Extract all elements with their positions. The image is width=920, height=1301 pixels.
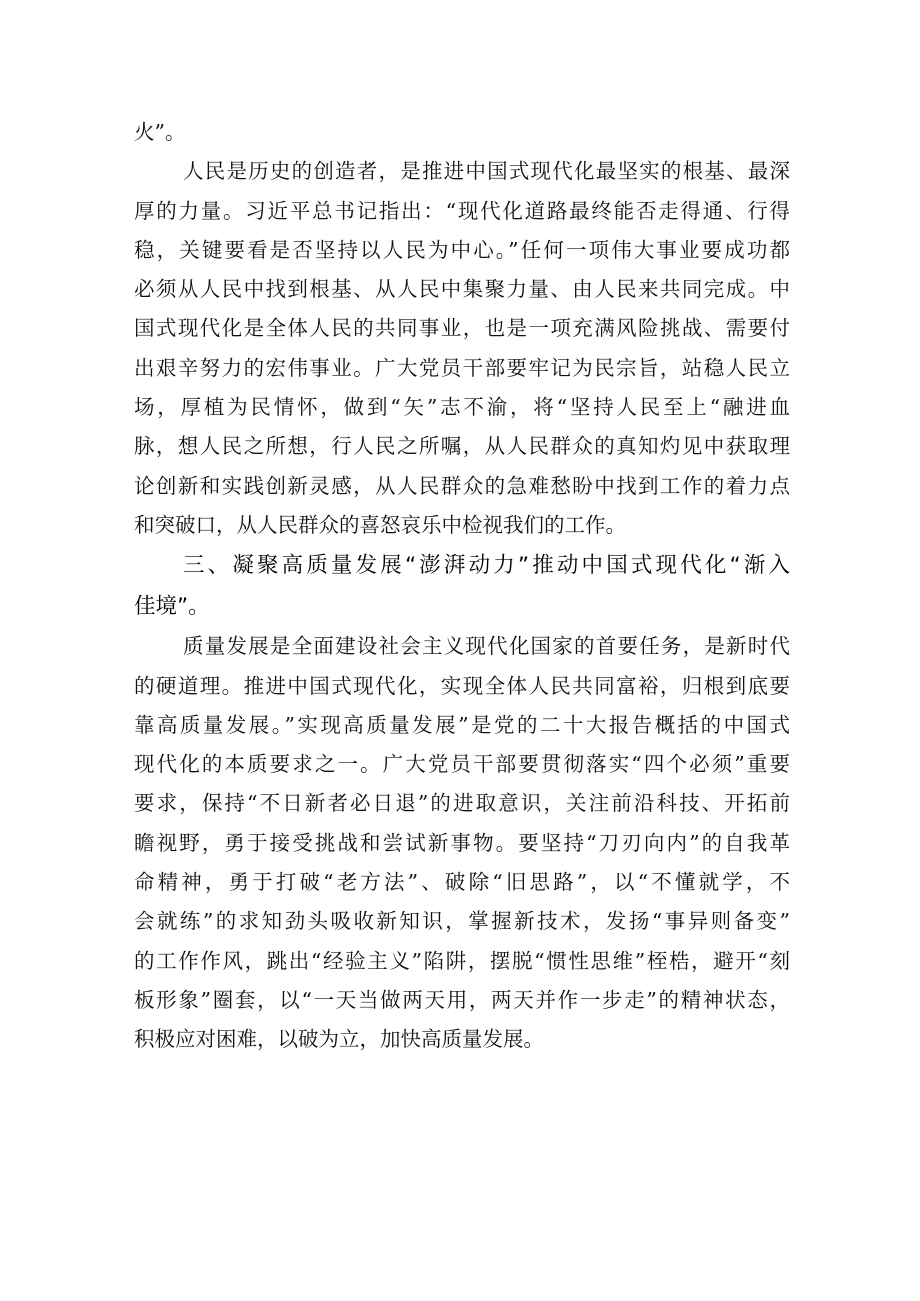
document-body — [134, 113, 790, 1060]
text-line: 国式现代化是全体人民的共同事业，也是一项充满风险挑战、需要付 — [134, 316, 790, 341]
text-line: 脉，想人民之所想，行人民之所嘱，从人民群众的真知灼见中获取理 — [134, 434, 790, 459]
text-line: 出艰辛努力的宏伟事业。广大党员干部要牢记为民宗旨，站稳人民立 — [134, 355, 790, 380]
section-heading — [134, 545, 790, 627]
text-line: 论创新和实践创新灵感，从人民群众的急难愁盼中找到工作的着力点 — [134, 473, 790, 498]
text-line: 的硬道理。推进中国式现代化，实现全体人民共同富裕，归根到底要 — [134, 673, 790, 698]
paragraph-people — [134, 152, 790, 545]
text-line: 质量发展是全面建设社会主义现代化国家的首要任务，是新时代 — [183, 634, 790, 659]
text-line: 要求，保持“不日新者必日退”的进取意识，关注前沿科技、开拓前 — [134, 791, 790, 816]
continuation-text — [134, 113, 790, 152]
text-line: 场，厚植为民情怀，做到“矢”志不渝，将“坚持人民至上“融进血 — [134, 395, 790, 420]
heading-line: 佳境”。 — [134, 594, 210, 620]
text-line: 瞻视野，勇于接受挑战和尝试新事物。要坚持“刀刃向内”的自我革 — [134, 830, 790, 855]
heading-line: 三、凝聚高质量发展“澎湃动力”推动中国式现代化“渐入 — [183, 553, 790, 579]
text-line: 火”。 — [134, 120, 186, 144]
text-line: 积极应对困难，以破为立，加快高质量发展。 — [134, 1027, 544, 1052]
text-line: 人民是历史的创造者，是推进中国式现代化最坚实的根基、最深 — [183, 159, 790, 184]
text-line: 必须从人民中找到根基、从人民中集聚力量、由人民来共同完成。中 — [134, 277, 790, 302]
paragraph-development — [134, 627, 790, 1059]
text-line: 靠高质量发展。”实现高质量发展”是党的二十大报告概括的中国式 — [134, 712, 790, 737]
text-line: 和突破口，从人民群众的喜怒哀乐中检视我们的工作。 — [134, 512, 626, 537]
text-line: 会就练”的求知劲头吸收新知识，掌握新技术，发扬“事异则备变” — [134, 909, 790, 934]
text-line: 板形象”圈套，以“一天当做两天用，两天并作一步走”的精神状态， — [134, 987, 790, 1012]
text-line: 的工作作风，跳出“经验主义”陷阱，摆脱“惯性思维”桎梏，避开“刻 — [134, 948, 790, 973]
text-line: 命精神，勇于打破“老方法”、破除“旧思路”，以“不懂就学，不 — [134, 870, 790, 895]
text-line: 现代化的本质要求之一。广大党员干部要贯彻落实“四个必须”重要 — [134, 752, 790, 777]
text-line: 厚的力量。习近平总书记指出：“现代化道路最终能否走得通、行得 — [134, 198, 790, 223]
text-line: 稳，关键要看是否坚持以人民为中心。”任何一项伟大事业要成功都 — [134, 237, 790, 262]
